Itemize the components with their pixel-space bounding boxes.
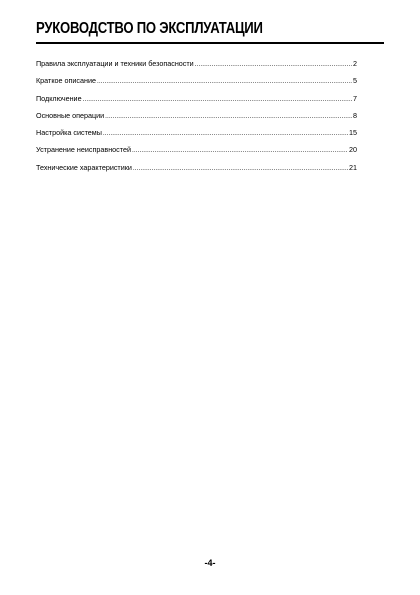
toc-entry-label: Подключение [36, 93, 82, 103]
toc-entry-label: Основные операции [36, 110, 105, 120]
toc-entry-label: Устранение неисправностей [36, 145, 131, 155]
toc-entry-page: 5 [353, 76, 357, 86]
table-of-contents [36, 59, 357, 180]
toc-entry-basic-operations[interactable] [36, 111, 357, 128]
toc-dot-leader [133, 164, 348, 173]
toc-dot-leader [105, 112, 352, 121]
toc-entry-page: 21 [349, 162, 357, 172]
toc-entry-description[interactable] [36, 76, 357, 93]
toc-entry-page: 2 [353, 59, 357, 68]
toc-entry-specifications[interactable] [36, 163, 357, 180]
toc-entry-page: 8 [353, 110, 357, 120]
toc-dot-leader [97, 77, 352, 86]
toc-dot-leader [83, 95, 352, 104]
page-number: -4- [204, 558, 216, 568]
toc-entry-troubleshooting[interactable] [36, 145, 357, 162]
toc-entry-system-setup[interactable] [36, 128, 357, 145]
toc-entry-label: Технические характеристики [36, 162, 132, 172]
toc-entry-page: 15 [349, 128, 357, 138]
toc-dot-leader [103, 129, 348, 138]
toc-entry-label: Настройка системы [36, 128, 102, 138]
toc-entry-page: 7 [353, 93, 357, 103]
toc-dot-leader [195, 60, 352, 69]
title-underline [36, 42, 384, 44]
toc-entry-safety[interactable] [36, 59, 357, 76]
toc-entry-label: Правила эксплуатации и техники безопасности [36, 59, 194, 68]
toc-entry-page: 20 [349, 145, 357, 155]
page-title: РУКОВОДСТВО ПО ЭКСПЛУАТАЦИИ [36, 20, 263, 37]
toc-entry-connection[interactable] [36, 94, 357, 111]
toc-dot-leader [132, 146, 348, 155]
toc-entry-label: Краткое описание [36, 76, 97, 86]
